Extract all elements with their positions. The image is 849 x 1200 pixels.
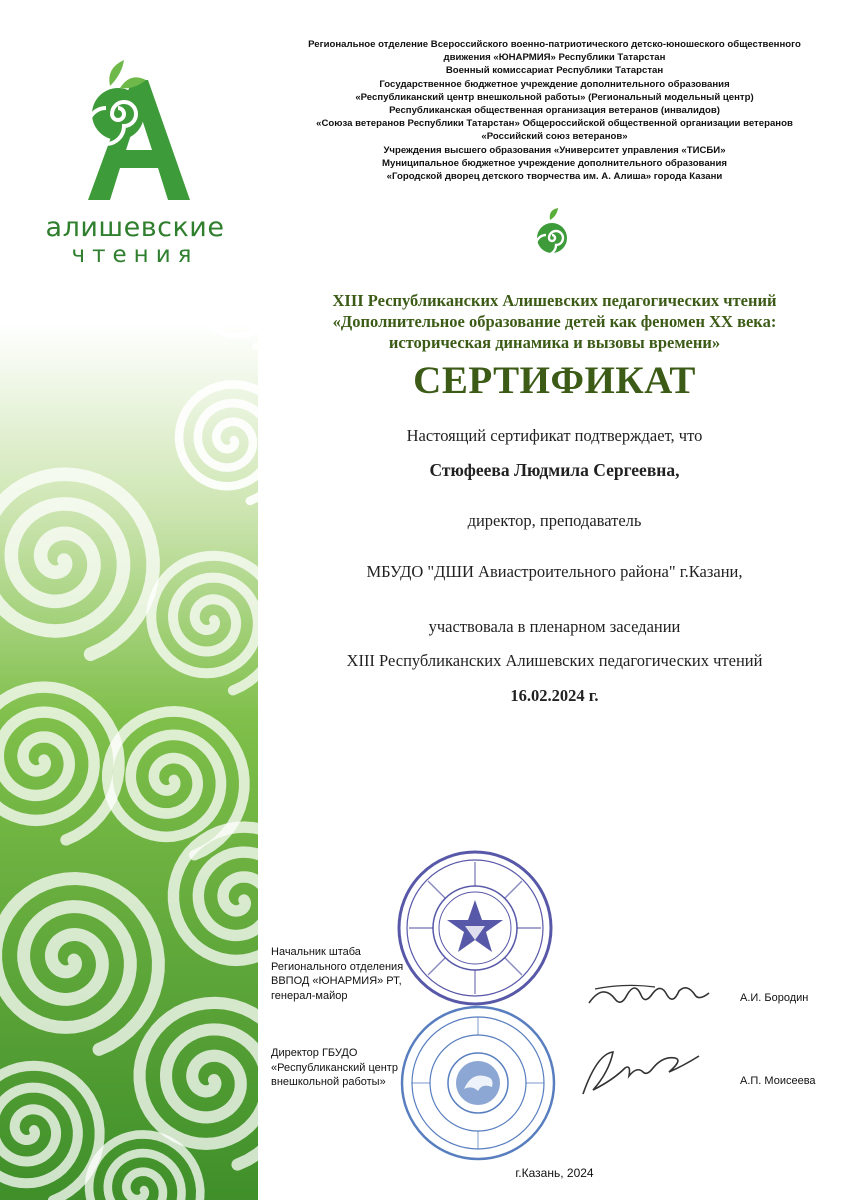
- signatory-title-line: Начальник штаба: [271, 946, 361, 958]
- organizers-list: [282, 38, 827, 183]
- event-text: XIII Республиканских Алишевских педагогических чтений: [346, 651, 763, 670]
- organizer-line: Военный комиссариат Республики Татарстан: [445, 65, 664, 77]
- organizer-line: «Республиканский центр внешкольной работы» (Региональный модельный центр): [355, 91, 754, 103]
- second-signatory-name: А.П. Моисеева: [740, 1075, 816, 1087]
- organizer-line: Государственное бюджетное учреждение дополнительного образования: [379, 78, 730, 90]
- event-date: 16.02.2024 г.: [510, 686, 599, 705]
- conference-line: «Дополнительное образование детей как феномен XX века:: [332, 312, 777, 331]
- conference-title: [282, 290, 827, 353]
- organizer-line: Республиканская общественная организация ветеранов (инвалидов): [389, 105, 720, 117]
- recipient-name: Стюфеева Людмила Сергеевна,: [429, 460, 680, 480]
- logo-letter-a-icon: [40, 40, 230, 215]
- signatory-title-line: Директор ГБУДО: [271, 1047, 358, 1059]
- conference-line: XIII Республиканских Алишевских педагогических чтений: [332, 291, 777, 310]
- city-year: г.Казань, 2024: [515, 1166, 594, 1180]
- organizer-line: Региональное отделение Всероссийского военно-патриотического детско-юношеского общественного: [308, 39, 801, 50]
- organizer-line: движения «ЮНАРМИЯ» Республики Татарстан: [443, 52, 666, 64]
- first-signatory-name: А.И. Бородин: [740, 992, 809, 1004]
- organizer-line: «Российский союз ветеранов»: [481, 131, 628, 143]
- alishev-readings-logo: [40, 40, 230, 268]
- gbudo-stamp: [398, 1003, 558, 1163]
- signatory-title-line: Регионального отделения: [271, 960, 404, 973]
- borodin-signature: [585, 975, 715, 1015]
- recipient-position: директор, преподаватель: [467, 511, 642, 530]
- moiseeva-signature: [575, 1040, 715, 1100]
- conference-line: историческая динамика и вызовы времени»: [388, 333, 721, 352]
- organizer-line: «Союза ветеранов Республики Татарстан» Общероссийской общественной организации ветеранов: [316, 118, 793, 130]
- second-signatory-title: [271, 1046, 398, 1090]
- confirms-text: Настоящий сертификат подтверждает, что: [406, 426, 703, 445]
- recipient-institution: МБУДО "ДШИ Авиастроительного района" г.Казани,: [366, 562, 743, 581]
- first-signatory-title: [271, 945, 403, 1003]
- logo-word-alishevskie: алишевские: [45, 212, 225, 243]
- certificate-title: СЕРТИФИКАТ: [413, 359, 696, 402]
- yunarmiya-stamp: [395, 848, 555, 1008]
- signatory-title-line: ВВПОД «ЮНАРМИЯ» РТ,: [271, 975, 402, 987]
- participation-text: участвовала в пленарном заседании: [428, 617, 681, 636]
- signatory-title-line: «Республиканский центр: [271, 1061, 398, 1074]
- organizer-line: Муниципальное бюджетное учреждение дополнительного образования: [382, 157, 727, 169]
- signatory-title-line: генерал-майор: [271, 989, 348, 1002]
- signatory-title-line: внешкольной работы»: [271, 1076, 386, 1088]
- apple-spiral-icon: [532, 208, 572, 256]
- logo-word-chteniya: чтения: [71, 242, 199, 268]
- decorative-sidebar: [0, 0, 258, 1200]
- organizer-line: «Городской дворец детского творчества им. А. Алиша» города Казани: [386, 171, 723, 183]
- organizer-line: Учреждения высшего образования «Университет управления «ТИСБИ»: [383, 144, 726, 156]
